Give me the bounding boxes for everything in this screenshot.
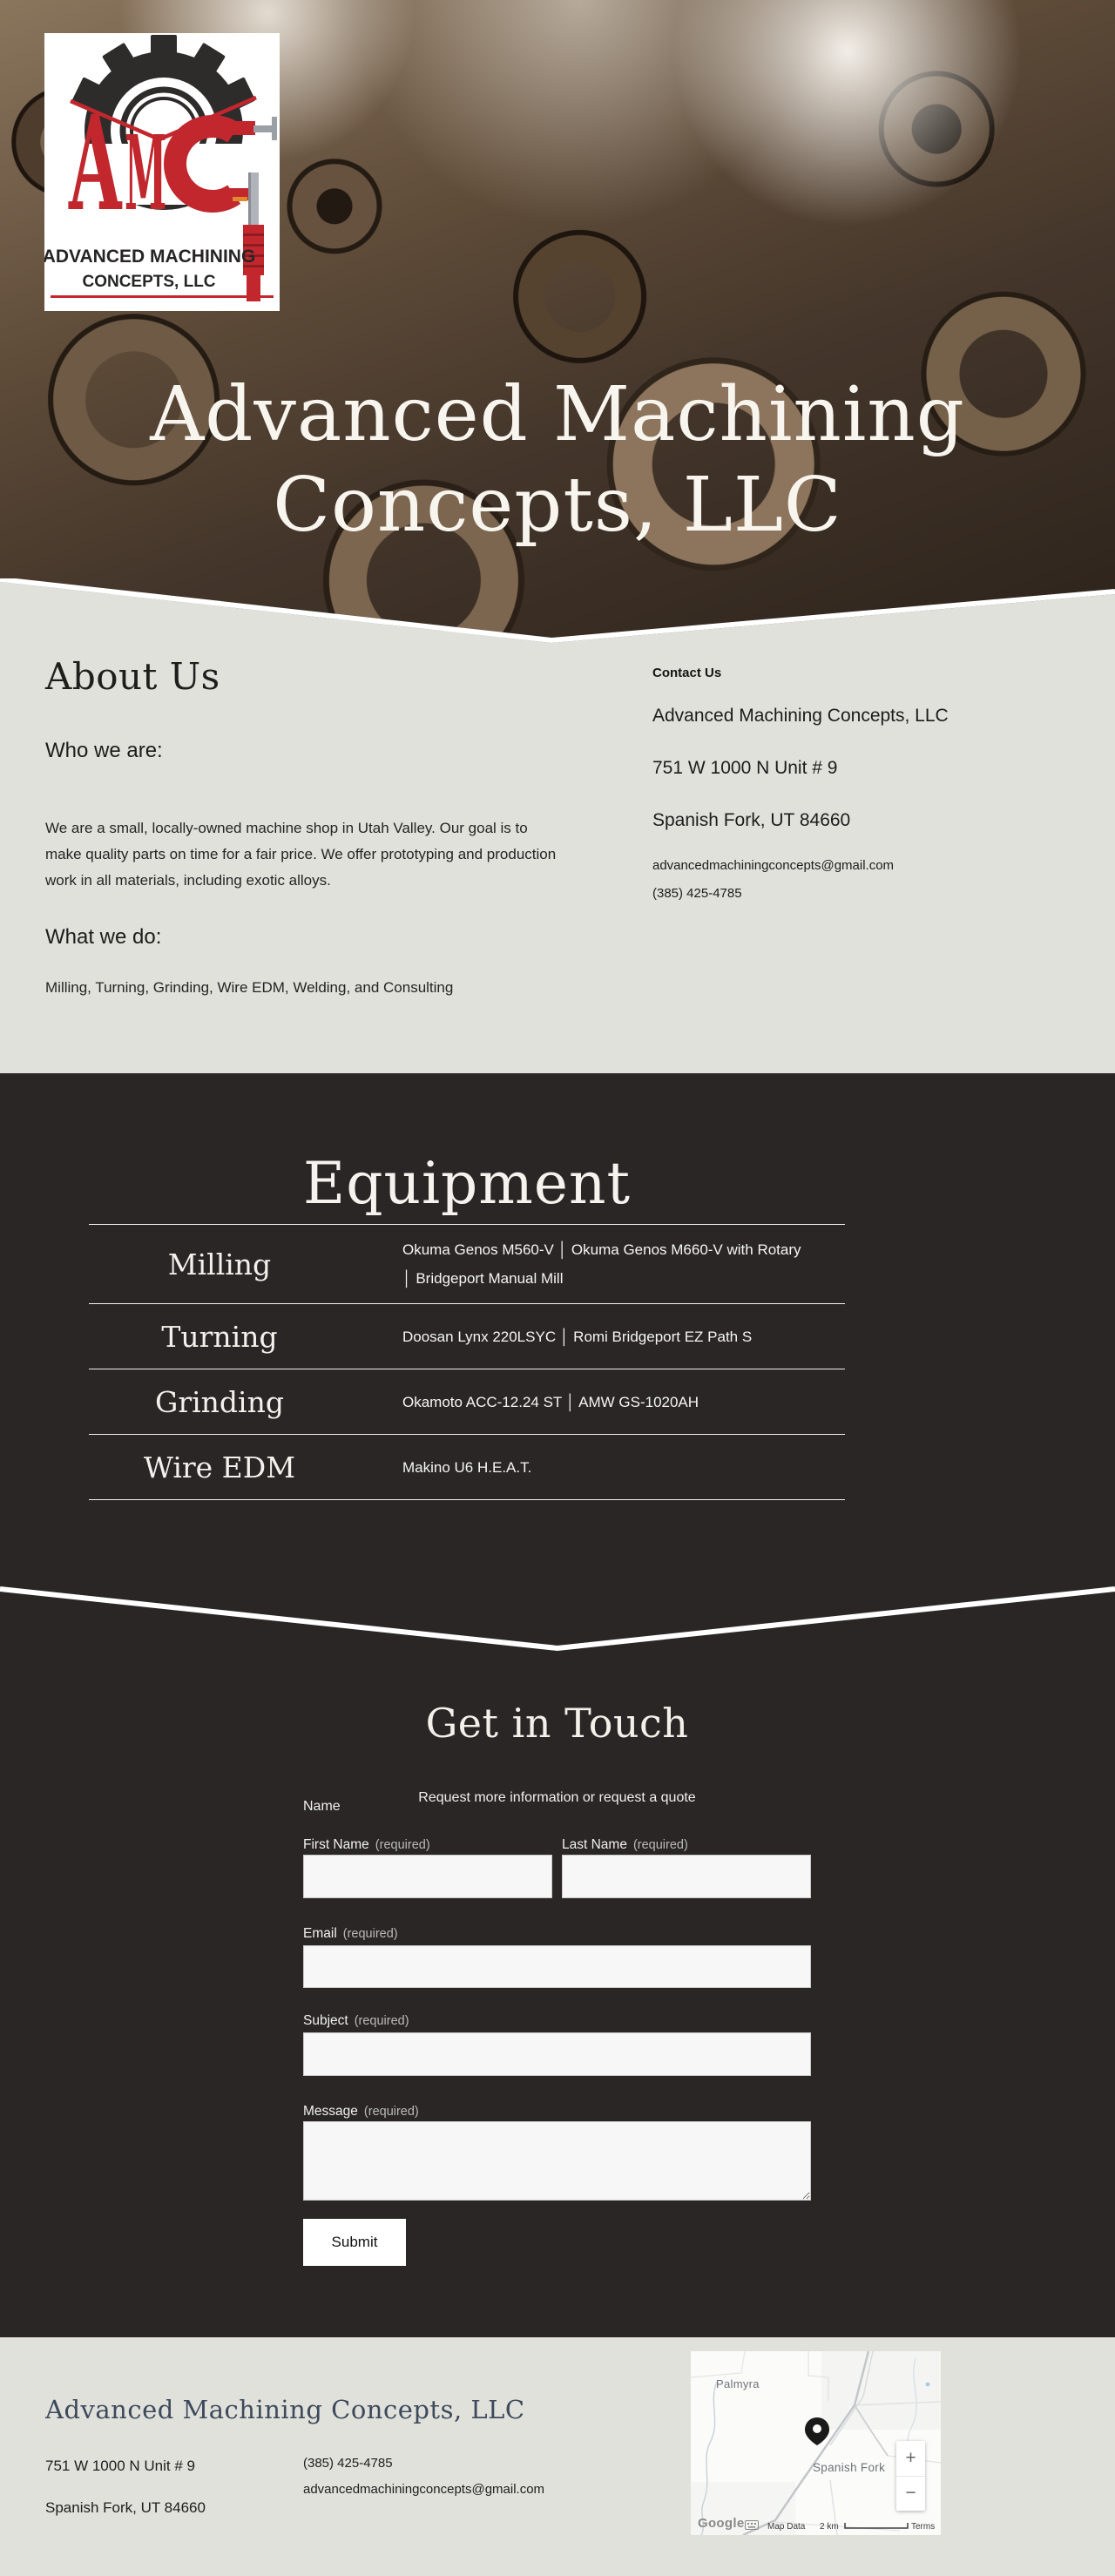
footer-phone-link[interactable]: (385) 425-4785 [303, 2456, 393, 2471]
hero-section [0, 0, 1115, 645]
footer-address-line1: 751 W 1000 N Unit # 9 [45, 2458, 195, 2474]
message-textarea[interactable] [303, 2121, 811, 2201]
equipment-machines-value: Doosan Lynx 220LSYC │ Romi Bridgeport EZ Path S [402, 1328, 753, 1345]
name-group-label: Name [303, 1799, 341, 1814]
equipment-table-row [89, 1369, 845, 1435]
subject-input[interactable] [303, 2032, 811, 2076]
map-zoom-control [896, 2441, 925, 2511]
about-section [0, 645, 1115, 1073]
map-scale-label: 2 km [820, 2522, 839, 2532]
equipment-table-row [89, 1225, 845, 1304]
page-title-line2: Concepts, LLC [273, 462, 842, 549]
keyboard-icon [745, 2520, 759, 2530]
map-area-label: Palmyra [716, 2377, 760, 2390]
map-terms-link[interactable]: Terms [911, 2522, 936, 2532]
map-area-label: Spanish Fork [813, 2461, 886, 2474]
section-chevron-divider [0, 1584, 1115, 1653]
email-input[interactable] [303, 1945, 811, 1988]
equipment-table-row [89, 1304, 845, 1369]
who-we-are-text: We are a small, locally-owned machine shop in Utah Valley. Our goal is to make quality parts on time for a fair price. We offer prototyping and production work in all materials, including exotic alloys. [45, 820, 557, 889]
about-heading: About Us [45, 655, 220, 698]
map-scale-bar [844, 2523, 909, 2529]
equipment-table [89, 1224, 845, 1500]
map-zoom-out-button[interactable]: − [896, 2476, 925, 2512]
contact-email-link[interactable]: advancedmachiningconcepts@gmail.com [652, 858, 895, 873]
last-name-input[interactable] [562, 1855, 811, 1898]
svg-text:M: M [125, 112, 167, 233]
svg-text:CONCEPTS, LLC: CONCEPTS, LLC [82, 273, 216, 291]
equipment-table-row [89, 1435, 845, 1500]
map-data-label: Map Data [767, 2522, 806, 2532]
required-hint: (required) [375, 1838, 430, 1852]
submit-button[interactable]: Submit [303, 2219, 406, 2266]
map-pin-icon[interactable] [802, 2416, 832, 2447]
first-name-input[interactable] [303, 1855, 552, 1898]
logo-letter-m [125, 112, 166, 233]
equipment-category-label: Wire EDM [143, 1450, 296, 1484]
what-we-do-text: Milling, Turning, Grinding, Wire EDM, Welding, and Consulting [45, 979, 454, 996]
hero-chevron-divider [0, 578, 1115, 645]
equipment-category-label: Turning [161, 1319, 278, 1354]
svg-text:A: A [69, 87, 122, 241]
contact-address-line2: Spanish Fork, UT 84660 [652, 810, 851, 830]
contact-company: Advanced Machining Concepts, LLC [652, 706, 949, 726]
required-hint: (required) [363, 2105, 419, 2119]
equipment-machines-value: Makino U6 H.E.A.T. [402, 1458, 532, 1476]
equipment-category-label: Milling [167, 1247, 272, 1281]
contact-address-line1: 751 W 1000 N Unit # 9 [652, 758, 838, 778]
footer-company-name: Advanced Machining Concepts, LLC [45, 2395, 525, 2424]
get-in-touch-subheading: Request more information or request a quote [418, 1790, 696, 1805]
footer-email-link[interactable]: advancedmachiningconcepts@gmail.com [303, 2482, 545, 2497]
svg-text:ADVANCED MACHINING: ADVANCED MACHINING [44, 247, 256, 267]
get-in-touch-heading: Get in Touch [425, 1700, 689, 1747]
contact-phone-link[interactable]: (385) 425-4785 [652, 886, 742, 901]
who-we-are-heading: Who we are: [45, 739, 163, 762]
required-hint: (required) [342, 1927, 398, 1941]
equipment-machines-value: Okamoto ACC-12.24 ST │ AMW GS-1020AH [402, 1393, 699, 1410]
footer-section [0, 2337, 1115, 2576]
equipment-machines-value: Okuma Genos M560-V │ Okuma Genos M660-V with Rotary │ Bridgeport Manual Mill [402, 1241, 801, 1287]
company-logo[interactable] [44, 33, 280, 311]
required-hint: (required) [354, 2014, 409, 2028]
contact-us-heading: Contact Us [652, 666, 722, 680]
message-label: Message (required) [303, 2104, 419, 2119]
dark-section [0, 1073, 1115, 2337]
page-title [0, 369, 1115, 551]
email-label: Email (required) [303, 1926, 398, 1941]
footer-address-line2: Spanish Fork, UT 84660 [45, 2499, 206, 2516]
required-hint: (required) [632, 1838, 688, 1852]
location-map[interactable] [691, 2351, 941, 2535]
equipment-category-label: Grinding [154, 1384, 284, 1419]
what-we-do-heading: What we do: [45, 925, 162, 949]
map-zoom-in-button[interactable]: + [905, 2447, 916, 2468]
first-name-label: First Name (required) [303, 1837, 430, 1852]
subject-label: Subject (required) [303, 2013, 409, 2028]
equipment-heading: Equipment [303, 1150, 631, 1217]
logo-letter-a [68, 88, 123, 241]
google-logo[interactable]: Google [698, 2516, 745, 2531]
amc-logo-icon [44, 33, 280, 311]
page-title-line1: Advanced Machining [150, 371, 965, 458]
last-name-label: Last Name (required) [562, 1837, 688, 1852]
